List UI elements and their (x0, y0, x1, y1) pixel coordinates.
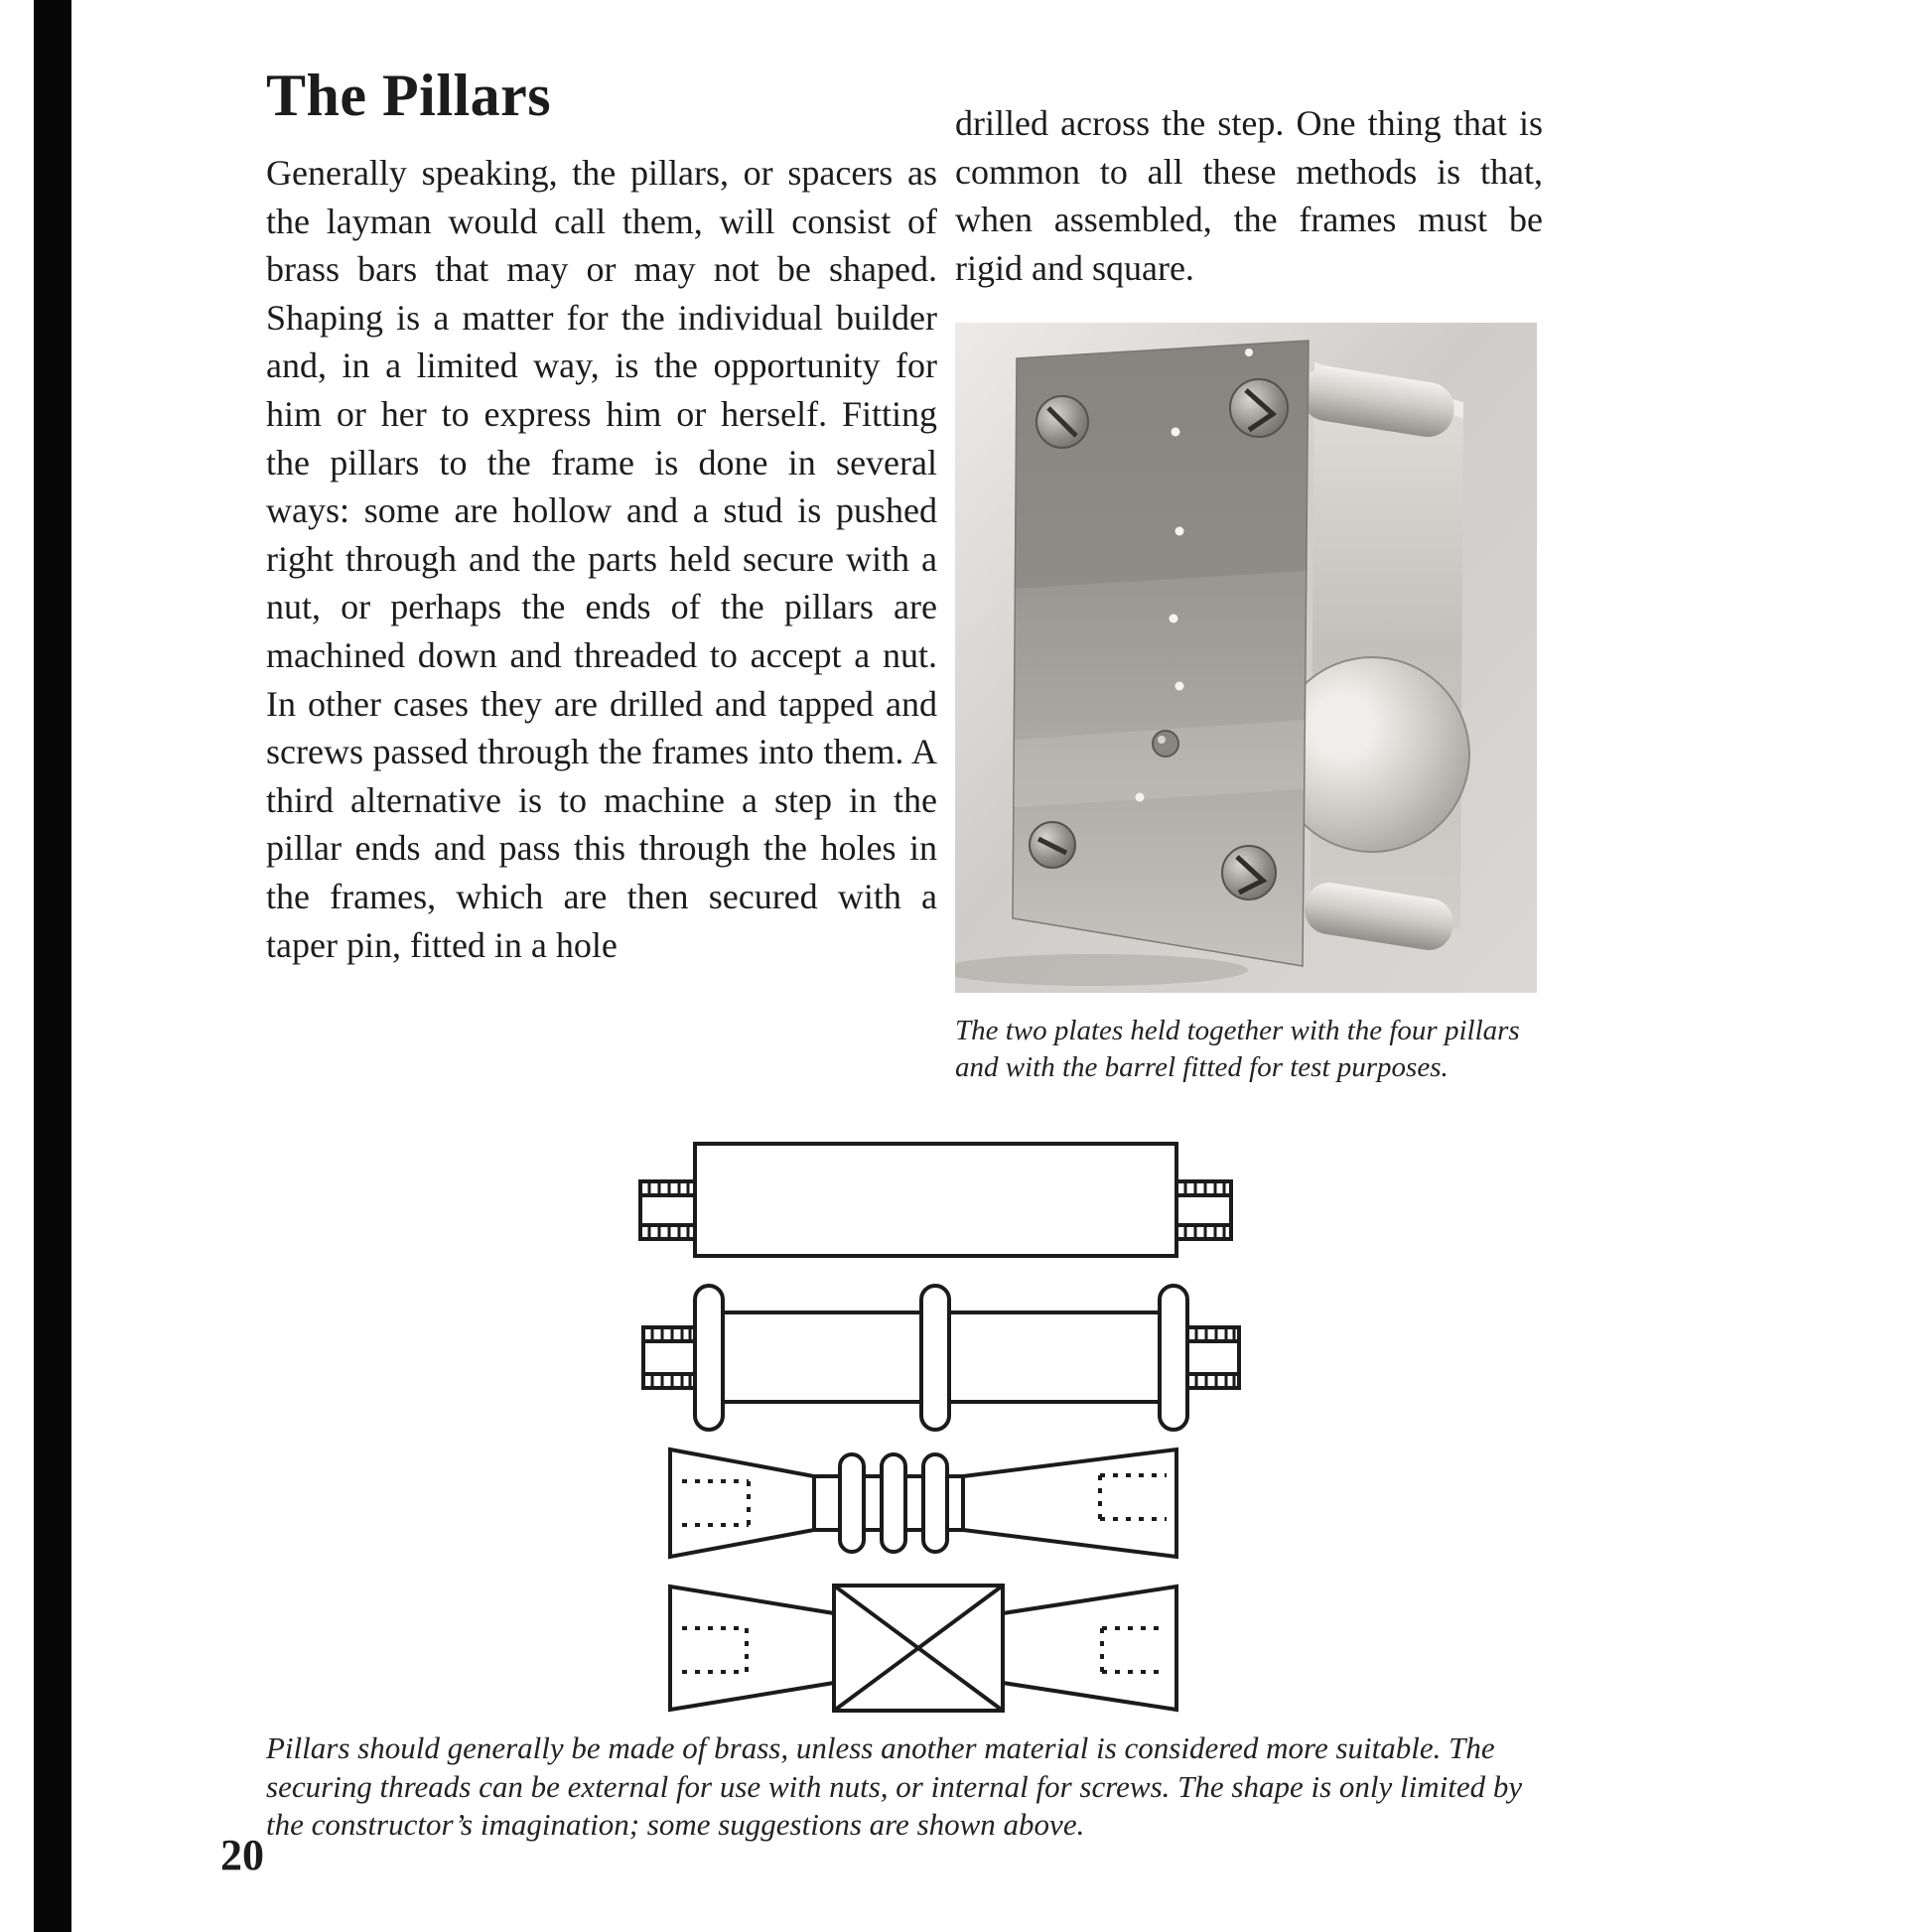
page-number: 20 (220, 1831, 264, 1879)
pillar-shape-diagrams (625, 1127, 1251, 1723)
waisted-cross-block-pillar-diagram (670, 1586, 1176, 1711)
waisted-ring-pillar-diagram (670, 1449, 1176, 1557)
plain-pillar-diagram (640, 1144, 1231, 1256)
photo-caption: The two plates held together with the four pillars and with the barrel fitted for test purposes. (955, 1015, 1520, 1083)
collared-pillar-diagram (643, 1286, 1239, 1430)
collar-right (1160, 1286, 1187, 1430)
screw-bottom-left-icon (1030, 822, 1075, 868)
scan-edge-bar (34, 0, 71, 1932)
body-text-left-column: Generally speaking, the pillars, or spacers as the layman would call them, will consist of brass bars that may or may not be shaped. Shaping is a matter for the individual builder and, in a limited way, is the opportunity for him or her to express him or herself. Fitting the pillars to the frame is done in several ways: some are hollow and a stud is pushed right through and the parts held secure with a nut, or perhaps the ends of the pillars are machined down and threaded to accept a nut. In other cases they are drilled and tapped and screws passed through the frames into them. A third alternative is to machine a step in the pillar ends and pass this through the holes in the frames, which are then secured with a taper pin, fitted in a hole (266, 153, 937, 965)
ring-right (923, 1454, 947, 1552)
photo-illustration (955, 323, 1537, 993)
ring-left (840, 1454, 864, 1552)
front-plate-dark-sheen (1015, 341, 1309, 589)
page-title: The Pillars (266, 63, 552, 128)
diagram-caption: Pillars should generally be made of brass, unless another material is considered more suitable. The securing threads can be external for use with nuts, or internal for screws. The shape is only limited by the constructor’s imagination; some suggestions are shown above. (266, 1730, 1523, 1842)
collar-centre (921, 1286, 949, 1430)
ring-centre (882, 1454, 905, 1552)
body-text-right-column: drilled across the step. One thing that is common to all these methods is that, when assembled, the frames must be rigid and square. (955, 103, 1543, 288)
collar-left (695, 1286, 723, 1430)
photo-plates-and-pillars (955, 323, 1537, 993)
pillar-diagrams-drawing (625, 1127, 1251, 1723)
screw-top-right-icon (1230, 379, 1288, 437)
screw-bottom-right-icon (1222, 846, 1276, 899)
screw-top-left-icon (1036, 396, 1088, 448)
centre-screw-icon (1153, 731, 1178, 757)
